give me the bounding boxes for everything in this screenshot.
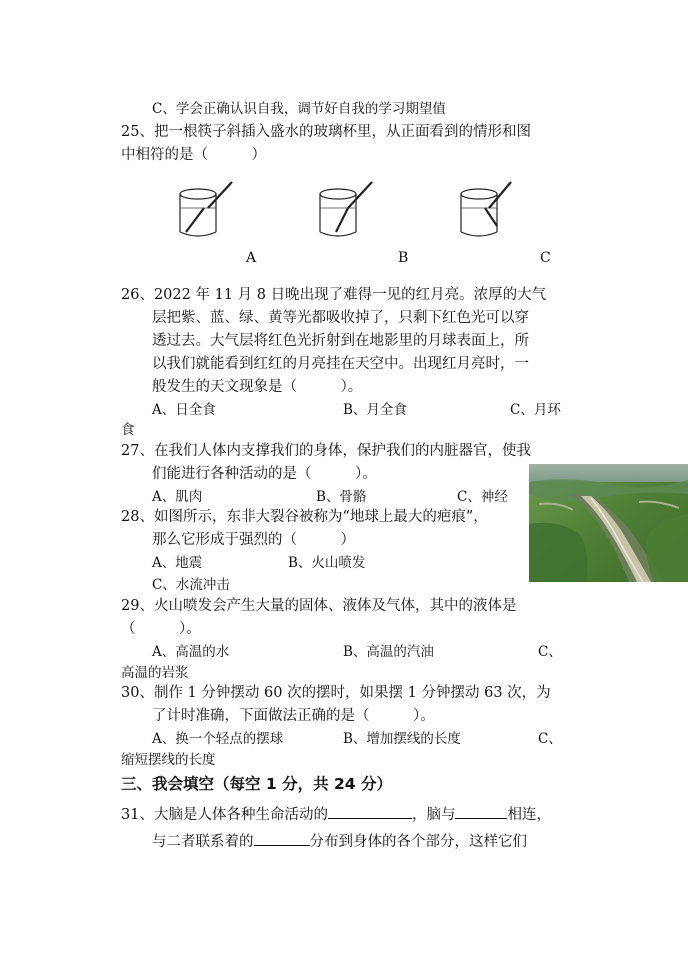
q26-option-c-cont: 食	[121, 422, 135, 438]
q31-blank-2[interactable]	[455, 804, 507, 819]
q31-part1: 31、大脑是人体各种生命活动的	[121, 807, 328, 823]
q27-option-b: B、骨骼	[316, 489, 367, 505]
q25-text-line2: 中相符的是（ ）	[121, 147, 266, 163]
q29-option-c-cont: 高温的岩浆	[121, 665, 189, 681]
q31-blank-1[interactable]	[328, 804, 412, 819]
q29-option-b: B、高温的汽油	[343, 644, 434, 660]
q26-text-line1: 26、2022 年 11 月 8 日晚出现了难得一见的红月亮。浓厚的大气	[121, 287, 547, 303]
q27-option-a: A、肌肉	[152, 489, 203, 505]
q29-text-line2: （ ）。	[121, 621, 201, 637]
q26-option-a: A、日全食	[152, 402, 216, 418]
q30-option-c: C、	[538, 731, 562, 747]
q29-option-c: C、	[538, 644, 562, 660]
cup-figure-a	[174, 180, 244, 240]
cup-figure-b	[314, 180, 384, 240]
q27-option-c: C、神经	[457, 489, 508, 505]
q26-text-line3: 透过去。大气层将红色光折射到在地影里的月球表面上，所	[152, 333, 529, 349]
q27-text-line2: 们能进行各种活动的是（ ）。	[152, 466, 377, 482]
q30-option-c-cont: 缩短摆线的长度	[121, 752, 216, 768]
q26-text-line2: 层把紫、蓝、绿、黄等光都吸收掉了，只剩下红色光可以穿	[152, 310, 529, 326]
q31-part3: 相连，	[507, 807, 551, 823]
q29-option-a: A、高温的水	[152, 644, 230, 660]
q26-option-b: B、月全食	[343, 402, 407, 418]
q26-option-c: C、月环	[510, 402, 561, 418]
section-3-heading: 三、我会填空（每空 1 分，共 24 分）	[121, 775, 392, 793]
q29-text-line1: 29、火山喷发会产生大量的固体、液体及气体，其中的液体是	[121, 598, 517, 614]
q25-text-line1: 25、把一根筷子斜插入盛水的玻璃杯里，从正面看到的情形和图	[121, 124, 531, 140]
q31-part4: 与二者联系着的	[152, 834, 254, 850]
cup-label-b: B	[398, 250, 409, 266]
q28-option-c: C、水流冲击	[152, 577, 230, 593]
q31-part5: 分布到身体的各个部分，这样它们	[309, 834, 527, 850]
q28-option-b: B、火山喷发	[288, 555, 366, 571]
cup-label-a: A	[246, 250, 257, 266]
q30-option-a: A、换一个轻点的摆球	[152, 731, 284, 747]
cup-figure-c	[455, 180, 525, 240]
rift-valley-photo	[529, 464, 688, 582]
q26-text-line5: 般发生的天文现象是（ ）。	[152, 379, 363, 395]
q30-text-line2: 了计时准确，下面做法正确的是（ ）。	[152, 708, 435, 724]
q30-text-line1: 30、制作 1 分钟摆动 60 次的摆时，如果摆 1 分钟摆动 63 次，为	[121, 685, 551, 701]
cup-label-c: C	[540, 250, 551, 266]
q27-text-line1: 27、在我们人体内支撑我们的身体，保护我们的内脏器官，使我	[121, 443, 531, 459]
q26-text-line4: 以我们就能看到红红的月亮挂在天空中。出现红月亮时，一	[152, 356, 529, 372]
q31-blank-3[interactable]	[254, 831, 310, 846]
q31-part2: ，脑与	[411, 807, 456, 823]
q28-text-line1: 28、如图所示，东非大裂谷被称为“地球上最大的疤痕”，	[121, 509, 488, 525]
q31-text-line1	[121, 804, 551, 825]
q24-option-c: C、学会正确认识自我，调节好自我的学习期望值	[152, 101, 446, 117]
q28-text-line2: 那么它形成于强烈的（ ）	[152, 532, 355, 548]
q31-text-line2	[152, 831, 527, 852]
q28-option-a: A、地震	[152, 555, 203, 571]
q30-option-b: B、增加摆线的长度	[343, 731, 461, 747]
